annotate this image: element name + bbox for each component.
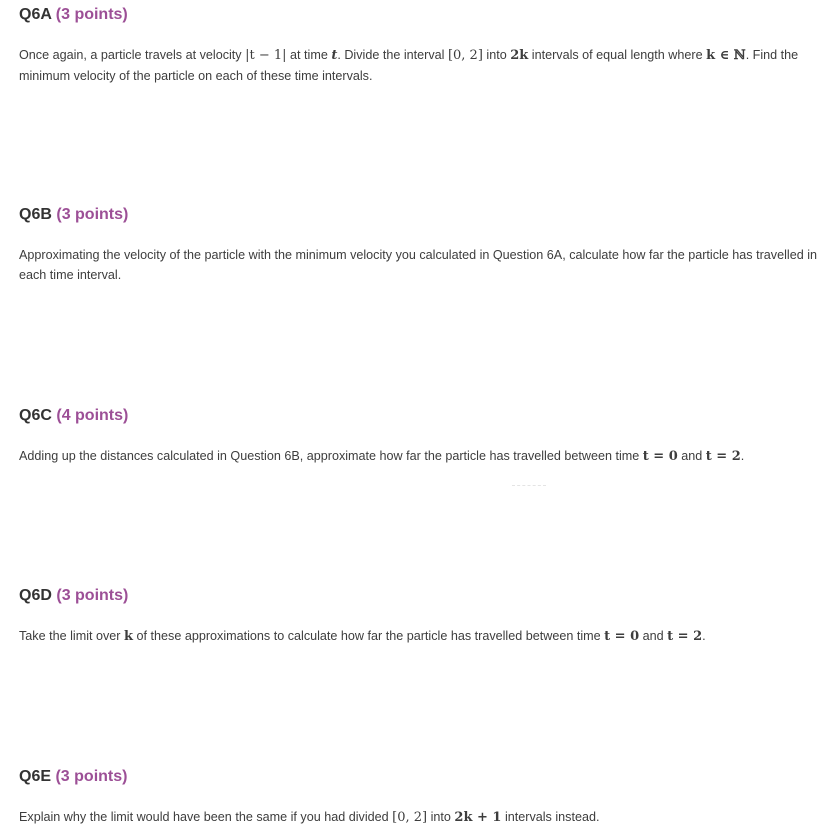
text-segment: into bbox=[482, 48, 511, 62]
question-points: (3 points) bbox=[55, 6, 128, 23]
question-text bbox=[19, 626, 824, 647]
question-id: Q6D bbox=[19, 587, 52, 604]
math-expression: t = 0 bbox=[604, 629, 640, 644]
text-segment: intervals of equal length where bbox=[528, 48, 707, 62]
text-segment: . bbox=[702, 629, 706, 643]
question-text bbox=[19, 446, 824, 467]
question-q6d bbox=[19, 586, 824, 644]
math-expression: [0, 2] bbox=[447, 48, 483, 63]
question-points: (3 points) bbox=[56, 206, 129, 223]
math-expression: k ∈ ℕ bbox=[706, 48, 746, 63]
text-segment: of these approximations to calculate how far the particle has travelled between time bbox=[133, 629, 605, 643]
text-segment: Approximating the velocity of the particle with the minimum velocity you calculated in Question 6A, calculate how far the particle has travelled in each time interval. bbox=[19, 248, 817, 282]
text-segment: into bbox=[427, 810, 455, 824]
math-expression: [0, 2] bbox=[392, 810, 428, 825]
text-segment: and bbox=[677, 449, 706, 463]
math-expression: 2k + 1 bbox=[454, 810, 502, 825]
question-id: Q6A bbox=[19, 6, 52, 23]
text-segment: at time bbox=[286, 48, 332, 62]
question-title bbox=[19, 406, 824, 426]
question-q6e bbox=[19, 767, 824, 825]
math-expression: |t − 1| bbox=[245, 48, 287, 63]
question-title bbox=[19, 586, 824, 606]
question-points: (3 points) bbox=[56, 587, 129, 604]
question-q6a bbox=[19, 5, 824, 83]
question-q6c bbox=[19, 406, 824, 464]
text-segment: Explain why the limit would have been the same if you had divided bbox=[19, 810, 393, 824]
question-q6b bbox=[19, 205, 824, 282]
question-points: (3 points) bbox=[55, 768, 128, 785]
text-segment: intervals instead. bbox=[501, 810, 600, 824]
math-expression: t = 0 bbox=[642, 449, 678, 464]
question-points: (4 points) bbox=[56, 407, 129, 424]
question-text bbox=[19, 245, 824, 285]
divider bbox=[512, 485, 546, 486]
text-segment: and bbox=[639, 629, 668, 643]
math-expression: t = 2 bbox=[705, 449, 741, 464]
text-segment: . Find the minimum velocity of the particle on each of these time intervals. bbox=[19, 48, 799, 83]
math-expression: t bbox=[331, 48, 338, 63]
text-segment: Take the limit over bbox=[19, 629, 124, 643]
question-id: Q6C bbox=[19, 407, 52, 424]
text-segment: Adding up the distances calculated in Question 6B, approximate how far the particle has travelled between time bbox=[19, 449, 643, 463]
math-expression: 2k bbox=[510, 48, 529, 63]
question-text bbox=[19, 807, 824, 828]
question-text bbox=[19, 45, 824, 86]
math-expression: k bbox=[124, 629, 134, 644]
question-title bbox=[19, 205, 824, 225]
question-title bbox=[19, 5, 824, 25]
text-segment: . Divide the interval bbox=[337, 48, 448, 62]
question-id: Q6B bbox=[19, 206, 52, 223]
text-segment: Once again, a particle travels at velocity bbox=[19, 48, 246, 62]
question-id: Q6E bbox=[19, 768, 52, 785]
question-title bbox=[19, 767, 824, 787]
text-segment: . bbox=[740, 449, 745, 463]
math-expression: t = 2 bbox=[667, 629, 703, 644]
